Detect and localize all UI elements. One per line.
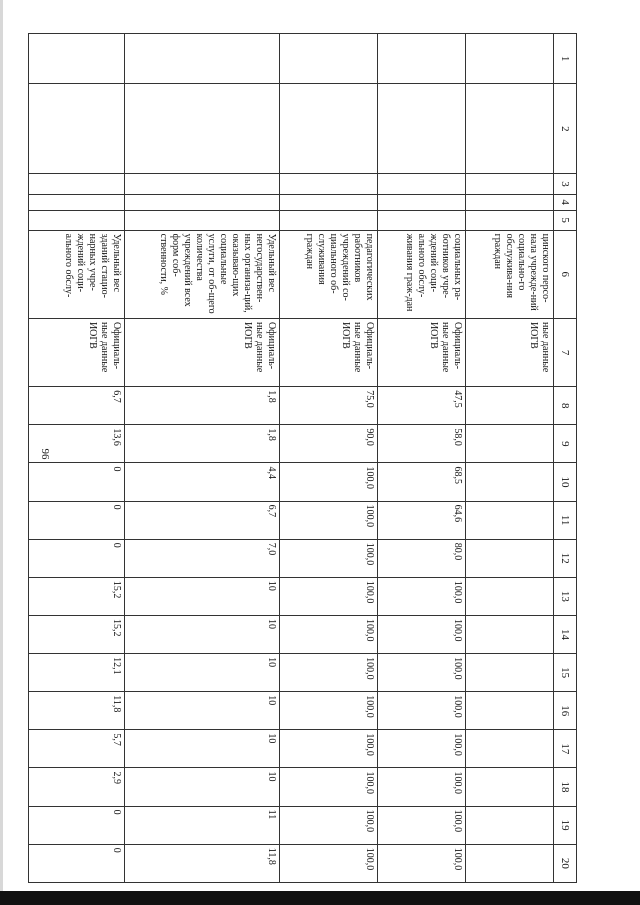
column-header: 2 — [554, 84, 577, 174]
empty-cell — [280, 34, 378, 84]
value-cell: 58,0 — [378, 425, 466, 463]
empty-cell — [29, 34, 125, 84]
empty-cell — [280, 84, 378, 174]
column-header: 4 — [554, 194, 577, 210]
empty-cell — [378, 210, 466, 230]
empty-cell — [29, 210, 125, 230]
value-cell: 100,0 — [378, 844, 466, 882]
value-cell: 0 — [29, 501, 125, 539]
page-number: 96 — [39, 448, 51, 460]
empty-cell — [29, 174, 125, 194]
column-header: 10 — [554, 463, 577, 501]
table-row — [125, 34, 280, 883]
value-cell: 100,0 — [378, 654, 466, 692]
value-cell: 10 — [125, 654, 280, 692]
indicator-cell: Удельный вес негосударствен-ных организа-ций, оказываю-щих социальные услуги, от об-щего количества учреждений всех форм соб-ственности, % — [125, 230, 280, 318]
table-row — [378, 34, 466, 883]
value-cell — [466, 806, 554, 844]
value-cell: 1,8 — [125, 425, 280, 463]
data-table — [28, 33, 577, 883]
value-cell: 100,0 — [280, 615, 378, 653]
empty-cell — [466, 174, 554, 194]
scan-edge-bottom — [0, 891, 640, 905]
column-header: 5 — [554, 210, 577, 230]
column-header: 9 — [554, 425, 577, 463]
indicator-cell: социальных ра-ботников учре-ждений соци-ального обслу-живания граж-дан — [378, 230, 466, 318]
value-cell: 1,8 — [125, 387, 280, 425]
empty-cell — [466, 84, 554, 174]
value-cell — [466, 844, 554, 882]
column-header: 18 — [554, 768, 577, 806]
value-cell: 10 — [125, 768, 280, 806]
value-cell — [466, 387, 554, 425]
value-cell: 100,0 — [280, 539, 378, 577]
column-header: 3 — [554, 174, 577, 194]
empty-cell — [378, 84, 466, 174]
value-cell: 100,0 — [280, 654, 378, 692]
value-cell: 100,0 — [378, 806, 466, 844]
table-row — [280, 34, 378, 883]
empty-cell — [378, 194, 466, 210]
empty-cell — [125, 34, 280, 84]
value-cell: 0 — [29, 463, 125, 501]
value-cell: 100,0 — [280, 806, 378, 844]
header-row — [554, 34, 577, 883]
empty-cell — [280, 174, 378, 194]
table-body — [29, 34, 554, 883]
empty-cell — [125, 194, 280, 210]
empty-cell — [125, 174, 280, 194]
value-cell — [466, 654, 554, 692]
indicator-cell: цинского персо-нала учрежде-ний социально-го обслужива-ния граждан — [466, 230, 554, 318]
empty-cell — [466, 194, 554, 210]
value-cell: 12,1 — [29, 654, 125, 692]
column-header: 19 — [554, 806, 577, 844]
column-header: 8 — [554, 387, 577, 425]
value-cell: 2,9 — [29, 768, 125, 806]
value-cell: 10 — [125, 692, 280, 730]
indicator-cell: педагогических работников учреждений со-циального об-служивания граждан — [280, 230, 378, 318]
column-header: 15 — [554, 654, 577, 692]
value-cell: 100,0 — [280, 577, 378, 615]
value-cell: 100,0 — [280, 692, 378, 730]
value-cell: 68,5 — [378, 463, 466, 501]
empty-cell — [280, 210, 378, 230]
value-cell: 100,0 — [280, 463, 378, 501]
column-header: 16 — [554, 692, 577, 730]
value-cell: 100,0 — [378, 730, 466, 768]
value-cell: 5,7 — [29, 730, 125, 768]
rotated-table-wrapper — [52, 33, 577, 883]
source-cell: Официаль-ные данные ИОГВ — [378, 318, 466, 386]
column-header: 11 — [554, 501, 577, 539]
value-cell — [466, 768, 554, 806]
value-cell: 11,8 — [125, 844, 280, 882]
empty-cell — [466, 34, 554, 84]
value-cell: 4,4 — [125, 463, 280, 501]
value-cell: 100,0 — [280, 844, 378, 882]
empty-cell — [378, 34, 466, 84]
value-cell: 100,0 — [378, 577, 466, 615]
value-cell: 0 — [29, 539, 125, 577]
empty-cell — [378, 174, 466, 194]
column-header: 1 — [554, 34, 577, 84]
empty-cell — [466, 210, 554, 230]
value-cell — [466, 463, 554, 501]
value-cell: 80,0 — [378, 539, 466, 577]
column-header: 6 — [554, 230, 577, 318]
value-cell — [466, 539, 554, 577]
table-row — [466, 34, 554, 883]
indicator-cell: Удельный вес зданий стацио-нарных учре-ждений соци-ального обслу- — [29, 230, 125, 318]
value-cell: 11 — [125, 806, 280, 844]
value-cell: 15,2 — [29, 577, 125, 615]
empty-cell — [29, 194, 125, 210]
value-cell — [466, 501, 554, 539]
column-header: 7 — [554, 318, 577, 386]
value-cell: 47,5 — [378, 387, 466, 425]
column-header: 14 — [554, 615, 577, 653]
value-cell: 6,7 — [29, 387, 125, 425]
value-cell: 64,6 — [378, 501, 466, 539]
value-cell — [466, 615, 554, 653]
value-cell — [466, 692, 554, 730]
value-cell: 0 — [29, 806, 125, 844]
value-cell: 15,2 — [29, 615, 125, 653]
value-cell: 6,7 — [125, 501, 280, 539]
value-cell: 0 — [29, 844, 125, 882]
empty-cell — [29, 84, 125, 174]
value-cell: 100,0 — [378, 768, 466, 806]
value-cell: 10 — [125, 615, 280, 653]
value-cell: 100,0 — [378, 692, 466, 730]
column-header: 12 — [554, 539, 577, 577]
source-cell: Официаль-ные данные ИОГВ — [29, 318, 125, 386]
source-cell: Официаль-ные данные ИОГВ — [125, 318, 280, 386]
empty-cell — [125, 210, 280, 230]
empty-cell — [280, 194, 378, 210]
value-cell: 10 — [125, 730, 280, 768]
column-header: 20 — [554, 844, 577, 882]
value-cell: 100,0 — [280, 768, 378, 806]
value-cell — [466, 425, 554, 463]
value-cell: 90,0 — [280, 425, 378, 463]
value-cell: 7,0 — [125, 539, 280, 577]
value-cell: 100,0 — [378, 615, 466, 653]
value-cell: 13,6 — [29, 425, 125, 463]
value-cell — [466, 730, 554, 768]
value-cell: 10 — [125, 577, 280, 615]
column-header: 13 — [554, 577, 577, 615]
value-cell: 100,0 — [280, 501, 378, 539]
column-header: 17 — [554, 730, 577, 768]
value-cell: 100,0 — [280, 730, 378, 768]
value-cell: 11,8 — [29, 692, 125, 730]
value-cell — [466, 577, 554, 615]
source-cell: Официаль-ные данные ИОГВ — [280, 318, 378, 386]
empty-cell — [125, 84, 280, 174]
source-cell: ные данные ИОГВ — [466, 318, 554, 386]
table-row — [29, 34, 125, 883]
value-cell: 75,0 — [280, 387, 378, 425]
scan-edge-left — [0, 0, 3, 905]
